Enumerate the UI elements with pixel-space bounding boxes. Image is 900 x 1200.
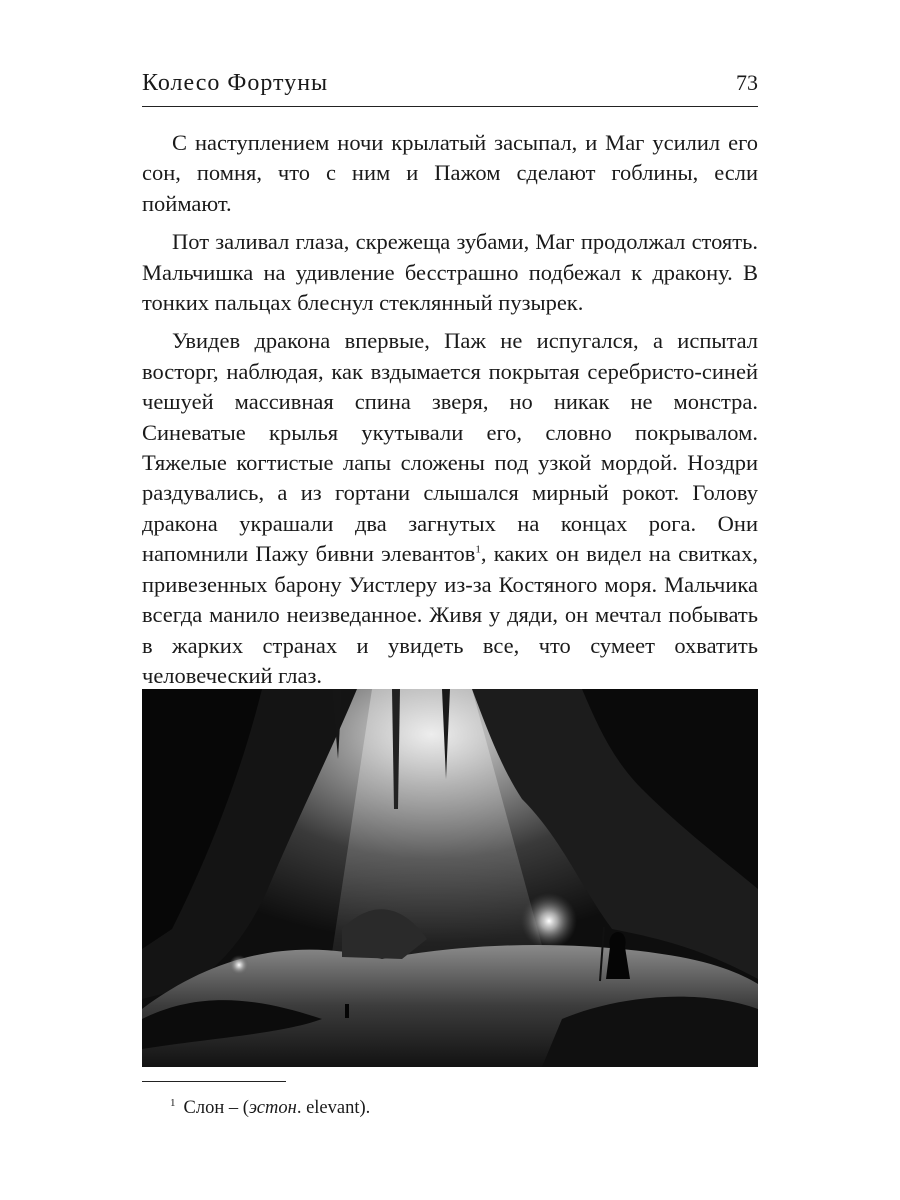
footnote-rule <box>142 1081 286 1082</box>
paragraph-3-text: Увидев дракона впервые, Паж не испугался, а испытал восторг, наблюдая, как вздымается покрытая серебристо-синей чешуей массивная спина зверя, но никак не монстра. Синеватые крылья укутывали его, словно покрывалом. Тяжелые когтистые лапы сложены под узкой мордой. Ноздри раздувались, а из гортани слышался мирный рокот. Голову дракона украшали два загнутых на концах рога. Они напомнили Пажу бивни элевантов <box>142 328 758 567</box>
footnote-abbreviation: эстон <box>248 1098 297 1119</box>
footnote-reference: 1 <box>475 543 481 556</box>
footnote <box>142 1090 758 1121</box>
footnote-text-end: . elevant). <box>296 1098 371 1119</box>
page-number: 73 <box>736 70 758 95</box>
cave-illustration <box>142 689 758 1067</box>
paragraph-3 <box>142 326 758 691</box>
paragraph-3-text-cont: , каких он видел на свитках, привезенных барону Уистлеру из-за Костяного моря. Мальчика всегда манило неизведанное. Живя у дяди, он мечтал побывать в жарких странах и увидеть все, что сумеет охватить человеческий глаз. <box>142 541 759 688</box>
running-head <box>142 66 758 107</box>
footnote-text: Слон – ( <box>183 1098 249 1119</box>
running-title: Колесо Фортуны <box>142 70 329 96</box>
paragraph-1: С наступлением ночи крылатый засыпал, и Маг усилил его сон, помня, что с ним и Пажом сделают гоблины, если поймают. <box>142 130 758 216</box>
body-text <box>142 128 758 699</box>
cave-scene <box>142 689 758 1067</box>
footnote-mark: 1 <box>170 1097 176 1109</box>
paragraph-2: Пот заливал глаза, скрежеща зубами, Маг продолжал стоять. Мальчишка на удивление бесстрашно подбежал к дракону. В тонких пальцах блеснул стеклянный пузырек. <box>142 229 758 316</box>
